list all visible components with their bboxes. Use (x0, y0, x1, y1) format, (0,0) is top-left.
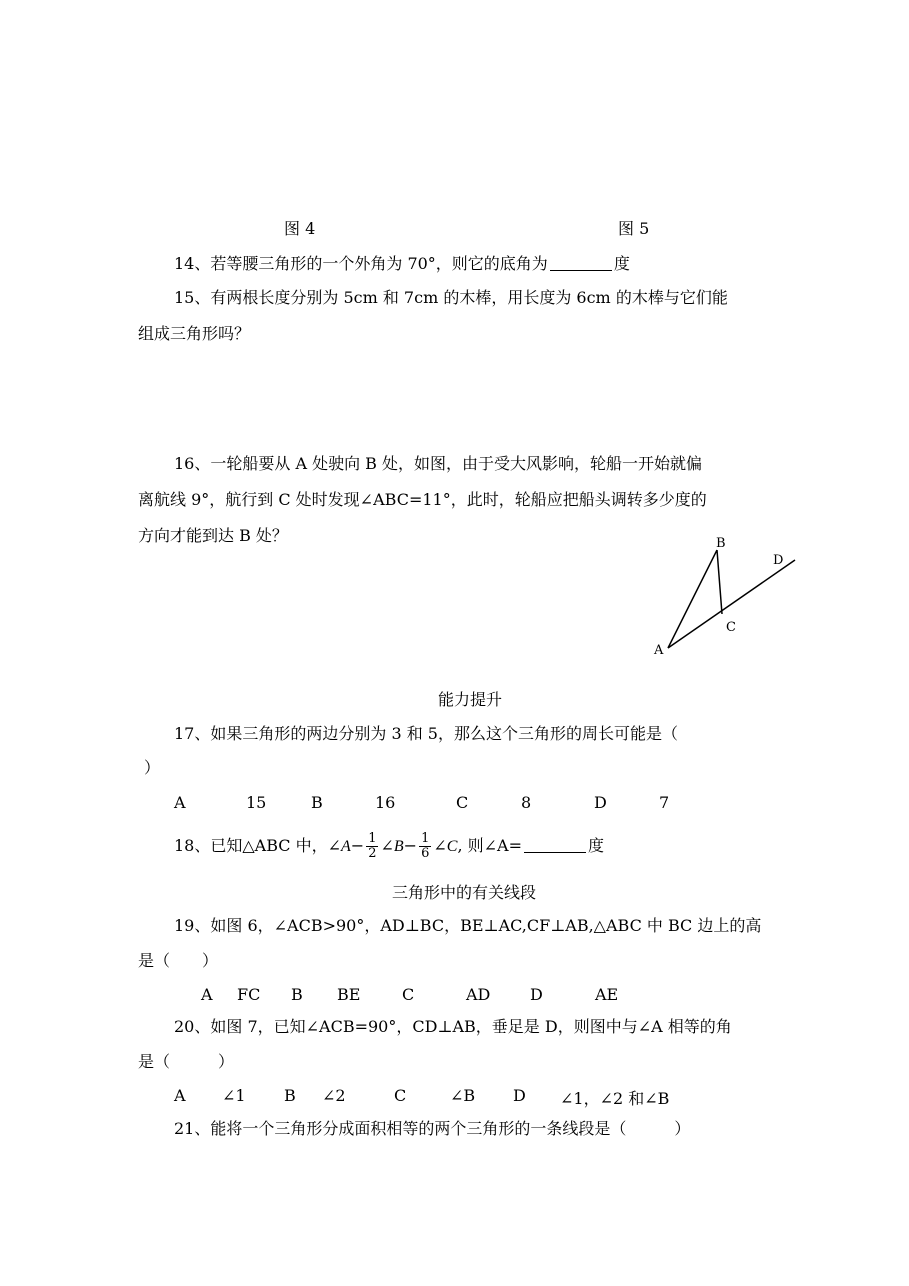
question-14 (174, 254, 630, 274)
option-letter: B (284, 1086, 296, 1105)
question-18 (174, 832, 604, 861)
fraction-one-half (366, 832, 378, 861)
question-20-line-2: 是（ ） (138, 1052, 235, 1071)
question-15-line-2: 组成三角形吗？ (138, 324, 251, 343)
question-14-text: 14、若等腰三角形的一个外角为 70°，则它的底角为 (174, 254, 548, 273)
figure-5-caption: 图 5 (618, 219, 650, 238)
question-15-line-1: 15、有两根长度分别为 5cm 和 7cm 的木棒，用长度为 6cm 的木棒与它们能 (174, 288, 728, 307)
answer-blank (550, 256, 612, 271)
minus-sign: − (403, 836, 418, 855)
option-letter: A (174, 793, 186, 812)
question-17-line-1: 17、如果三角形的两边分别为 3 和 5，那么这个三角形的周长可能是（ (174, 724, 678, 743)
fraction-numerator: 1 (421, 831, 430, 846)
answer-blank (524, 838, 586, 853)
fraction-numerator: 1 (368, 831, 377, 846)
figure-4-caption: 图 4 (284, 219, 316, 238)
option-letter: A (201, 985, 213, 1004)
question-14-unit: 度 (613, 254, 630, 273)
option-value: ∠1，∠2 和∠B (560, 1089, 670, 1108)
line-b-to-c (717, 550, 722, 614)
label-point-a: A (654, 643, 664, 658)
option-letter: C (394, 1086, 407, 1105)
option-letter: A (174, 1086, 186, 1105)
question-17-line-2: ） (144, 758, 161, 777)
option-letter: D (513, 1086, 526, 1105)
option-value: FC (237, 985, 261, 1004)
option-value: AE (595, 985, 619, 1004)
section-heading-segments: 三角形中的有关线段 (392, 883, 537, 902)
option-letter: D (594, 793, 607, 812)
question-19-line-1: 19、如图 6，∠ACB>90°，AD⊥BC，BE⊥AC,CF⊥AB,△ABC 中 BC 边上的高 (174, 916, 762, 935)
question-16-line-3: 方向才能到达 B 处？ (138, 526, 288, 545)
option-letter: B (291, 985, 303, 1004)
option-value: BE (337, 985, 361, 1004)
option-value: 15 (246, 793, 267, 812)
option-letter: D (530, 985, 543, 1004)
minus-sign: − (350, 836, 365, 855)
option-value: ∠B (450, 1086, 476, 1105)
angle-b: ∠B (380, 838, 404, 855)
fraction-one-sixth (419, 832, 431, 861)
fraction-denominator: 6 (421, 846, 430, 861)
option-value: 7 (659, 793, 670, 812)
option-value: AD (466, 985, 491, 1004)
question-21-line-1: 21、能将一个三角形分成面积相等的两个三角形的一条线段是（ ） (174, 1119, 691, 1138)
option-value: ∠2 (322, 1086, 346, 1105)
label-point-c: C (726, 620, 736, 635)
question-18-unit: 度 (587, 836, 604, 855)
ship-route-diagram (640, 530, 810, 665)
option-letter: C (456, 793, 469, 812)
angle-c: ∠C (433, 838, 458, 855)
option-letter: B (311, 793, 323, 812)
question-18-prefix: 18、已知△ABC 中， (174, 836, 328, 855)
angle-a: ∠A (327, 838, 351, 855)
question-20-line-1: 20、如图 7，已知∠ACB=90°，CD⊥AB，垂足是 D，则图中与∠A 相等的角 (174, 1017, 732, 1036)
section-heading-ability: 能力提升 (438, 690, 503, 709)
label-point-d: D (773, 553, 784, 568)
question-18-suffix: , 则∠A= (457, 836, 522, 855)
option-value: 8 (521, 793, 532, 812)
label-point-b: B (716, 536, 726, 551)
question-19-line-2: 是（ ） (138, 951, 219, 970)
option-value: ∠1 (222, 1086, 246, 1105)
question-16-line-1: 16、一轮船要从 A 处驶向 B 处，如图，由于受大风影响，轮船一开始就偏 (174, 454, 703, 473)
line-a-to-b (668, 550, 717, 648)
option-letter: C (402, 985, 415, 1004)
fraction-denominator: 2 (368, 846, 377, 861)
question-16-line-2: 离航线 9°，航行到 C 处时发现∠ABC=11°，此时，轮船应把船头调转多少度的 (138, 490, 707, 509)
option-value: 16 (375, 793, 396, 812)
